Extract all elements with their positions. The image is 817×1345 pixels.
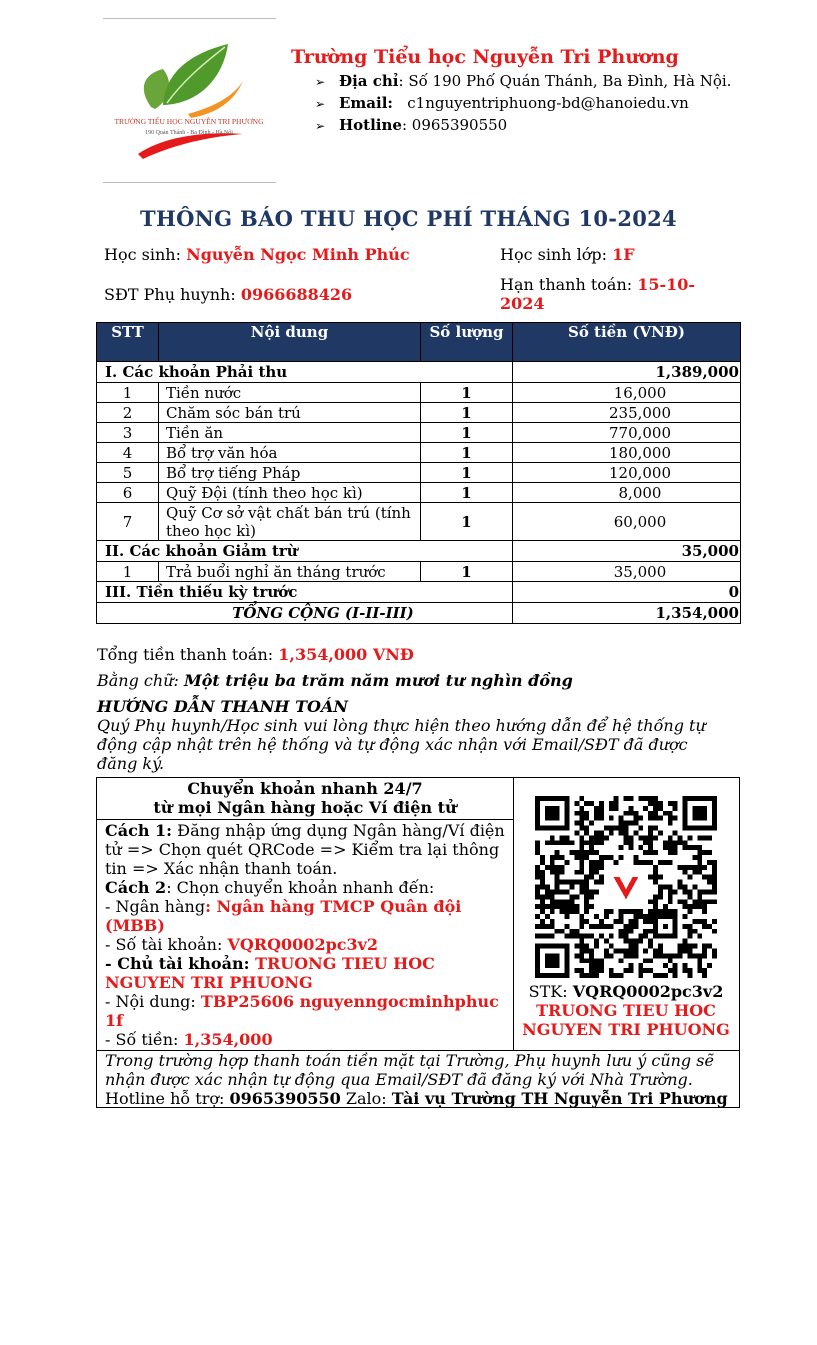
address-value: : Số 190 Phố Quán Thánh, Ba Đình, Hà Nội. bbox=[398, 72, 732, 90]
section-label: III. Tiền thiếu kỳ trước bbox=[97, 582, 513, 603]
row-amount: 120,000 bbox=[513, 463, 741, 483]
row-qty: 1 bbox=[421, 562, 513, 582]
school-name: Trường Tiểu học Nguyễn Tri Phương bbox=[291, 46, 679, 68]
leaf-logo-icon bbox=[103, 19, 276, 182]
owner-value-line-1: TRUONG TIEU HOC bbox=[255, 954, 435, 973]
row-content: Tiền ăn bbox=[159, 423, 421, 443]
row-amount: 770,000 bbox=[513, 423, 741, 443]
class-value: 1F bbox=[612, 245, 635, 264]
row-amount: 180,000 bbox=[513, 443, 741, 463]
row-amount: 16,000 bbox=[513, 383, 741, 403]
stk-value: VQRQ0002pc3v2 bbox=[572, 982, 724, 1001]
row-qty: 1 bbox=[421, 403, 513, 423]
guide-line-2: động cập nhật trên hệ thống và tự động xác nhận với Email/SĐT đã được bbox=[97, 735, 688, 754]
parent-phone: 0966688426 bbox=[240, 285, 353, 304]
row-stt: 3 bbox=[97, 423, 159, 443]
support-hotline-label: Hotline hỗ trợ: bbox=[105, 1089, 230, 1108]
due-date-line bbox=[500, 275, 695, 313]
row-amount: 35,000 bbox=[513, 562, 741, 582]
table-row bbox=[97, 503, 741, 541]
section-label: II. Các khoản Giảm trừ bbox=[97, 541, 513, 562]
section-deductions bbox=[97, 541, 741, 562]
fee-table bbox=[96, 322, 741, 624]
way1-line-3: tin => Xác nhận thanh toán. bbox=[105, 859, 338, 878]
student-name-label: Học sinh: bbox=[104, 245, 181, 264]
arrow-bullet-icon: ➢ bbox=[315, 97, 326, 111]
class-label: Học sinh lớp: bbox=[500, 245, 608, 264]
row-qty: 1 bbox=[421, 443, 513, 463]
col-header-stt: STT bbox=[97, 323, 159, 362]
table-row bbox=[97, 483, 741, 503]
bank-value-line-1: : Ngân hàng TMCP Quân đội bbox=[205, 897, 462, 916]
row-qty: 1 bbox=[421, 483, 513, 503]
table-row bbox=[97, 403, 741, 423]
transfer-header-line-1: Chuyển khoản nhanh 24/7 bbox=[187, 779, 423, 798]
guide-title: HƯỚNG DẪN THANH TOÁN bbox=[97, 697, 348, 716]
row-stt: 7 bbox=[97, 503, 159, 541]
row-content: Bổ trợ tiếng Pháp bbox=[159, 463, 421, 483]
stk-label: STK: bbox=[528, 982, 573, 1001]
qr-code-icon[interactable] bbox=[535, 796, 717, 978]
cash-note-line-2: nhận được xác nhận tự động qua Email/SĐT đã đăng ký với Nhà Trường. bbox=[105, 1070, 693, 1089]
transfer-header-line-2: từ mọi Ngân hàng hoặc Ví điện tử bbox=[153, 798, 457, 817]
section-total: 1,389,000 bbox=[513, 362, 741, 383]
logo-text-2: 190 Quán Thánh - Ba Đình - Hà Nội bbox=[145, 130, 233, 136]
hotline-line bbox=[315, 116, 507, 134]
row-qty: 1 bbox=[421, 463, 513, 483]
page-title: THÔNG BÁO THU HỌC PHÍ THÁNG 10-2024 bbox=[140, 206, 677, 231]
amount-label: - Số tiền: bbox=[105, 1030, 184, 1049]
due-date-part2: 2024 bbox=[500, 294, 545, 313]
transfer-content-line-1: TBP25606 nguyenngocminhphuc bbox=[200, 992, 499, 1011]
arrow-bullet-icon: ➢ bbox=[315, 75, 326, 89]
row-amount: 60,000 bbox=[513, 503, 741, 541]
student-name: Nguyễn Ngọc Minh Phúc bbox=[186, 245, 410, 264]
due-date-part1: 15-10- bbox=[637, 275, 696, 294]
parent-phone-label: SĐT Phụ huynh: bbox=[104, 285, 236, 304]
address-label: Địa chỉ bbox=[339, 72, 399, 90]
email-value[interactable]: c1nguyentriphuong-bd@hanoiedu.vn bbox=[407, 94, 689, 112]
guide-line-1: Quý Phụ huynh/Học sinh vui lòng thực hiện theo hướng dẫn để hệ thống tự bbox=[97, 716, 706, 735]
amount-value: 1,354,000 bbox=[183, 1030, 273, 1049]
owner-value-line-2: NGUYEN TRI PHUONG bbox=[105, 973, 313, 992]
parent-phone-line bbox=[104, 285, 352, 304]
grand-total-value: 1,354,000 bbox=[513, 603, 741, 624]
grand-total-row bbox=[97, 603, 741, 624]
hotline-value: : 0965390550 bbox=[401, 116, 508, 134]
row-qty: 1 bbox=[421, 503, 513, 541]
account-value: VQRQ0002pc3v2 bbox=[227, 935, 379, 954]
section-label: I. Các khoản Phải thu bbox=[97, 362, 513, 383]
way2-text: : Chọn chuyển khoản nhanh đến: bbox=[166, 878, 435, 897]
school-logo bbox=[103, 18, 276, 183]
col-header-content: Nội dung bbox=[159, 323, 421, 362]
row-stt: 1 bbox=[97, 562, 159, 582]
bank-label: - Ngân hàng bbox=[105, 897, 206, 916]
row-stt: 2 bbox=[97, 403, 159, 423]
row-amount: 8,000 bbox=[513, 483, 741, 503]
amount-in-words-label: Bằng chữ: bbox=[97, 671, 179, 690]
grand-total-label: TỔNG CỘNG (I-II-III) bbox=[97, 603, 513, 624]
hotline-label: Hotline bbox=[339, 116, 402, 134]
qr-caption bbox=[513, 982, 739, 1039]
way1-label: Cách 1: bbox=[105, 821, 173, 840]
qr-owner-line-2: NGUYEN TRI PHUONG bbox=[522, 1020, 730, 1039]
row-content: Chăm sóc bán trú bbox=[159, 403, 421, 423]
row-content: Bổ trợ văn hóa bbox=[159, 443, 421, 463]
row-content: Quỹ Cơ sở vật chất bán trú (tính theo học kì) bbox=[159, 503, 421, 541]
zalo-value: Tài vụ Trường TH Nguyễn Tri Phương bbox=[391, 1089, 728, 1108]
row-amount: 235,000 bbox=[513, 403, 741, 423]
transfer-content-label: - Nội dung: bbox=[105, 992, 201, 1011]
way1-line-1: Đăng nhập ứng dụng Ngân hàng/Ví điện bbox=[172, 821, 505, 840]
table-row bbox=[97, 463, 741, 483]
col-header-amount: Số tiền (VNĐ) bbox=[513, 323, 741, 362]
row-qty: 1 bbox=[421, 383, 513, 403]
total-payment-line bbox=[97, 645, 414, 664]
cash-payment-note bbox=[105, 1051, 735, 1108]
transfer-content-line-2: 1f bbox=[105, 1011, 124, 1030]
row-stt: 1 bbox=[97, 383, 159, 403]
table-row bbox=[97, 443, 741, 463]
address-line bbox=[315, 72, 731, 90]
bank-value-line-2: (MBB) bbox=[105, 916, 165, 935]
total-payment-value: 1,354,000 VNĐ bbox=[278, 645, 414, 664]
payment-box bbox=[96, 777, 740, 1108]
row-content: Quỹ Đội (tính theo học kì) bbox=[159, 483, 421, 503]
section-previous-debt bbox=[97, 582, 741, 603]
row-stt: 5 bbox=[97, 463, 159, 483]
table-row bbox=[97, 383, 741, 403]
section-total: 35,000 bbox=[513, 541, 741, 562]
qr-owner-line-1: TRUONG TIEU HOC bbox=[536, 1001, 716, 1020]
guide-line-3: đăng ký. bbox=[97, 754, 165, 773]
email-line bbox=[315, 94, 689, 112]
way1-line-2: tử => Chọn quét QRCode => Kiểm tra lại thông bbox=[105, 840, 500, 859]
row-qty: 1 bbox=[421, 423, 513, 443]
col-header-qty: Số lượng bbox=[421, 323, 513, 362]
email-label: Email: bbox=[339, 94, 393, 112]
section-total: 0 bbox=[513, 582, 741, 603]
table-row bbox=[97, 562, 741, 582]
guide-text bbox=[97, 716, 706, 773]
section-receivables bbox=[97, 362, 741, 383]
row-content: Tiền nước bbox=[159, 383, 421, 403]
row-stt: 6 bbox=[97, 483, 159, 503]
logo-text-1: TRƯỜNG TIỂU HỌC NGUYỄN TRI PHƯƠNG bbox=[114, 117, 264, 126]
due-date-label: Hạn thanh toán: bbox=[500, 275, 633, 294]
cash-note-line-1: Trong trường hợp thanh toán tiền mặt tại Trường, Phụ huynh lưu ý cũng sẽ bbox=[105, 1051, 714, 1070]
divider bbox=[97, 819, 513, 820]
transfer-header bbox=[97, 778, 513, 817]
zalo-label: Zalo: bbox=[340, 1089, 392, 1108]
row-stt: 4 bbox=[97, 443, 159, 463]
owner-label: - Chủ tài khoản: bbox=[105, 954, 256, 973]
class-line bbox=[500, 245, 635, 264]
amount-in-words-value: Một triệu ba trăm năm mươi tư nghìn đồng bbox=[183, 671, 573, 690]
row-content: Trả buổi nghỉ ăn tháng trước bbox=[159, 562, 421, 582]
support-hotline-value: 0965390550 bbox=[229, 1089, 341, 1108]
total-payment-label: Tổng tiền thanh toán: bbox=[97, 645, 274, 664]
student-name-line bbox=[104, 245, 410, 264]
transfer-instructions bbox=[105, 821, 507, 1049]
account-label: - Số tài khoản: bbox=[105, 935, 228, 954]
amount-in-words-line bbox=[97, 671, 573, 690]
arrow-bullet-icon: ➢ bbox=[315, 119, 326, 133]
way2-label: Cách 2 bbox=[105, 878, 167, 897]
table-row bbox=[97, 423, 741, 443]
table-header-row bbox=[97, 323, 741, 362]
